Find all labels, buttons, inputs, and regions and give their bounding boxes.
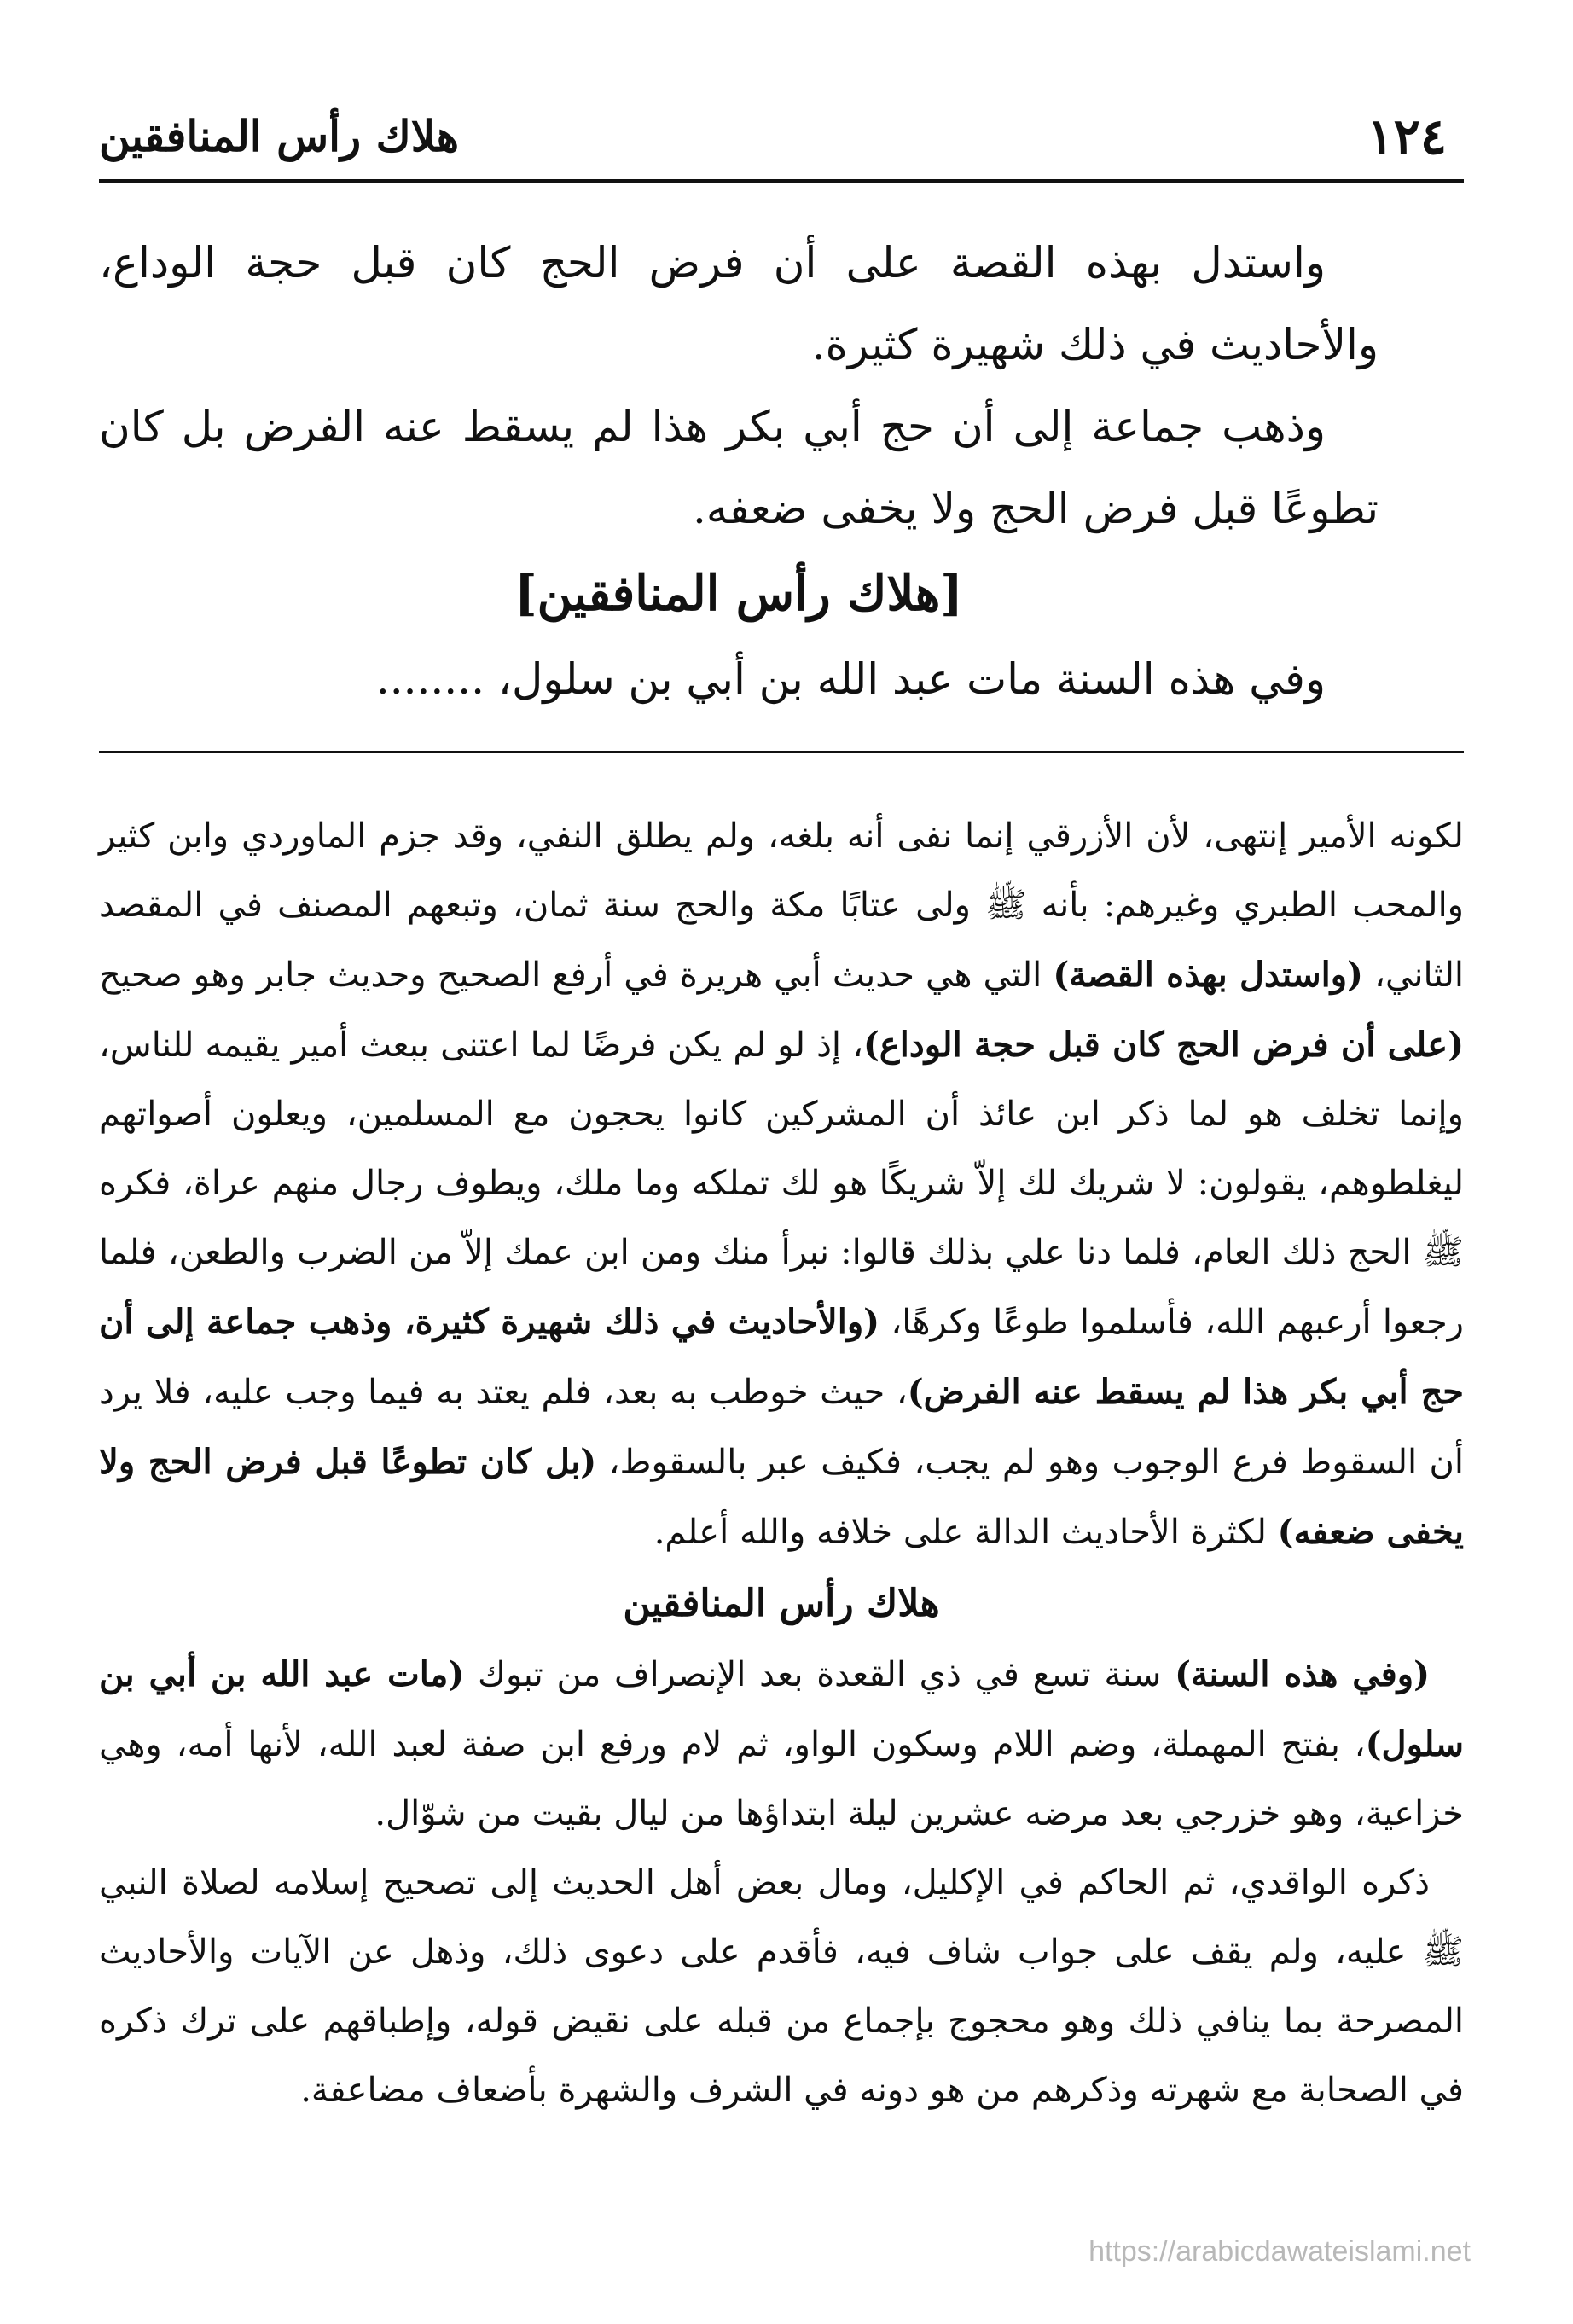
comment-text: التي هي حديث أبي هريرة في أرفع الصحيح وحديث جابر وهو صحيح [99, 956, 1054, 995]
quoted-matn: (وفي هذه السنة) [1175, 1654, 1431, 1694]
comment-text: سنة تسع في ذي القعدة بعد الإنصراف من تبوك [464, 1655, 1175, 1694]
commentary [99, 802, 1464, 2125]
header-rule [99, 179, 1464, 183]
watermark-url: https://arabicdawateislami.net [1088, 2235, 1471, 2268]
commentary-subtitle: هلاك رأس المنافقين [623, 1582, 940, 1625]
comment-text: ، حيث خوطب به بعد، فلم يعتد به فيما وجب عليه، فلا يرد أن السقوط فرع الوجوب وهو لم يجب، فكيف عبر بالسقوط، [99, 1373, 1465, 1482]
main-paragraph-3-text: وفي هذه السنة مات عبد الله بن أبي بن سلول، [497, 654, 1326, 704]
quoted-matn: (بل كان تطوعًا قبل فرض الحج ولا يخفى ضعفه) [99, 1442, 1464, 1552]
quoted-matn: (والأحاديث في ذلك شهيرة كثيرة، وذهب جماعة إلى أن حج أبي بكر هذا لم يسقط عنه الفرض) [99, 1302, 1464, 1412]
main-paragraph-2: وذهب جماعة إلى أن حج أبي بكر هذا لم يسقط عنه الفرض بل كان تطوعًا قبل فرض الحج ولا يخفى ضعفه. [99, 402, 1379, 533]
main-paragraph-1: واستدل بهذه القصة على أن فرض الحج كان قبل حجة الوداع، والأحاديث في ذلك شهيرة كثيرة. [99, 238, 1379, 369]
comment-text: لكونه الأمير إنتهى، لأن الأزرقي إنما نفى أنه بلغه، ولم يطلق النفي، وقد جزم الماوردي وابن كثير والمحب الطبري وغيرهم: بأنه ﷺ ولى عتابًا مكة والحج سنة ثمان، وتبعهم المصنف في المقصد الثاني، [99, 816, 1465, 995]
main-text [99, 222, 1379, 720]
main-paragraph-3 [99, 638, 1379, 720]
separator-rule [99, 751, 1464, 753]
section-title: [هلاك رأس المنافقين] [514, 566, 963, 622]
quoted-matn: (على أن فرض الحج كان قبل حجة الوداع) [863, 1025, 1464, 1065]
comment-text: ، بفتح المهملة، وضم اللام وسكون الواو، ثم لام ورفع ابن صفة لعبد الله، لأنها أمه، وهي خزاعية، وهو خزرجي بعد مرضه عشرين ليلة ابتداؤها من ليال بقيت من شوّال. [99, 1725, 1464, 1833]
continuation-dots: ........ [375, 654, 485, 704]
comment-text: ، إذ لو لم يكن فرضًا لما اعتنى ببعث أمير يقيمه للناس، وإنما تخلف هو لما ذكر ابن عائذ أن المشركين كانوا يحجون مع المسلمين، ويعلون أصواتهم ليغلطوهم، يقولون: لا شريك لك إلاّ شريكًا هو لك تملكه وما ملك، ويطوف رجال منهم عراة، فكره ﷺ الحج ذلك العام، فلما دنا علي بذلك قالوا: نبرأ منك ومن ابن عمك إلاّ من الضرب والطعن، فلما رجعوا أرعبهم الله، فأسلموا طوعًا وكرهًا، [99, 1025, 1465, 1342]
quoted-matn: (مات عبد الله بن أبي بن سلول) [99, 1654, 1464, 1764]
page-number: ١٢٤ [1367, 107, 1447, 166]
page-header [99, 102, 1464, 171]
comment-text: لكثرة الأحاديث الدالة على خلافه والله أعلم. [653, 1513, 1278, 1552]
commentary-paragraph-1 [99, 802, 1464, 1567]
running-title: هلاك رأس المنافقين [99, 111, 459, 161]
commentary-paragraph-2 [99, 1640, 1464, 1849]
commentary-paragraph-3: ذكره الواقدي، ثم الحاكم في الإكليل، ومال بعض أهل الحديث إلى تصحيح إسلامه لصلاة النبي ﷺ عليه، ولم يقف على جواب شاف فيه، فأقدم على دعوى ذلك، وذهل عن الآيات والأحاديث المصرحة بما ينافي ذلك وهو محجوج بإجماع من قبله على نقيض قوله، وإطباقهم على ترك ذكره في الصحابة مع شهرته وذكرهم من هو دونه في الشرف والشهرة بأضعاف مضاعفة. [99, 1863, 1464, 2110]
quoted-matn: (واستدل بهذه القصة) [1053, 955, 1363, 995]
